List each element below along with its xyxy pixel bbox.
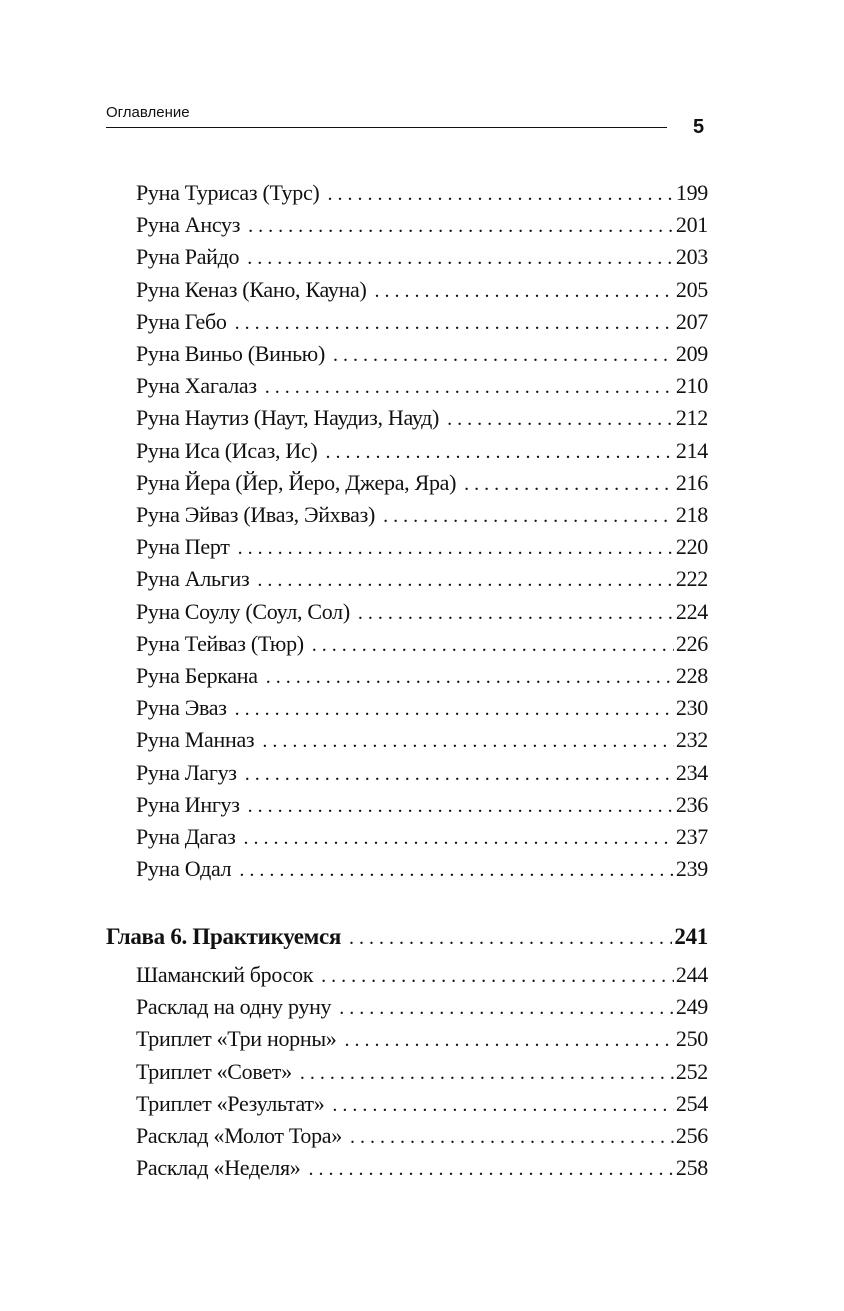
toc-entry-title: Руна Одал	[136, 856, 232, 881]
toc-entry-page: 258	[675, 1155, 708, 1180]
toc-entry-page: 252	[675, 1059, 708, 1084]
toc-entry-title: Руна Манназ	[136, 727, 255, 752]
toc-entry	[136, 532, 708, 562]
toc-entry-page: 222	[675, 566, 708, 591]
toc-entry-title: Руна Наутиз (Наут, Наудиз, Науд)	[136, 405, 440, 430]
toc-entry	[136, 661, 708, 691]
toc-dot-leader	[312, 630, 674, 660]
toc-entry-title: Руна Лагуз	[136, 760, 237, 785]
toc-entry-page: 199	[675, 180, 708, 205]
toc-dot-leader	[309, 1154, 674, 1184]
toc-dot-leader	[248, 211, 674, 241]
toc-dot-leader	[235, 694, 674, 724]
toc-entry	[136, 960, 708, 990]
toc-dot-leader	[266, 662, 674, 692]
toc-entry-title: Руна Кеназ (Кано, Кауна)	[136, 277, 367, 302]
toc-entry-title: Руна Эйваз (Иваз, Эйхваз)	[136, 502, 376, 527]
toc-entry-page: 254	[675, 1091, 708, 1116]
toc-dot-leader	[321, 961, 674, 991]
toc-entry-page: 207	[675, 309, 708, 334]
toc-entry-page: 209	[675, 341, 708, 366]
toc-dot-leader	[464, 469, 674, 499]
toc-entry-page: 249	[675, 994, 708, 1019]
toc-entry	[136, 468, 708, 498]
toc-entry-page: 237	[675, 824, 708, 849]
toc-entry-title: Руна Ингуз	[136, 792, 240, 817]
toc-entry-title: Расклад на одну руну	[136, 994, 332, 1019]
toc-entry	[136, 1121, 708, 1151]
toc-entry-page: 212	[675, 405, 708, 430]
toc-entry	[136, 1089, 708, 1119]
toc-dot-leader	[383, 501, 674, 531]
running-header-label: Оглавление	[106, 104, 190, 121]
toc-entry-title: Триплет «Результат»	[136, 1091, 325, 1116]
toc-chapter-entry	[106, 922, 708, 952]
toc-entry	[136, 992, 708, 1022]
toc-dot-leader	[245, 759, 674, 789]
toc-entry-page: 226	[675, 631, 708, 656]
toc-entry	[136, 758, 708, 788]
toc-dot-leader	[345, 1025, 674, 1055]
toc-entry	[136, 822, 708, 852]
toc-entry-page: 216	[675, 470, 708, 495]
toc-entry-title: Руна Иса (Исаз, Ис)	[136, 438, 318, 463]
toc-entry-title: Триплет «Совет»	[136, 1059, 292, 1084]
toc-entry-title: Руна Виньо (Винью)	[136, 341, 325, 366]
toc-entry	[136, 210, 708, 240]
toc-dot-leader	[358, 598, 674, 628]
toc-dot-leader	[244, 823, 674, 853]
toc-entry-page: 234	[675, 760, 708, 785]
toc-dot-leader	[447, 404, 674, 434]
toc-dot-leader	[262, 726, 674, 756]
toc-entry	[136, 436, 708, 466]
toc-entry	[136, 339, 708, 369]
toc-entry-page: 239	[675, 856, 708, 881]
toc-entry-title: Расклад «Молот Тора»	[136, 1123, 342, 1148]
toc-dot-leader	[375, 276, 674, 306]
toc-entry-page: 256	[675, 1123, 708, 1148]
toc-entry-title: Руна Гебо	[136, 309, 227, 334]
toc-entry	[136, 854, 708, 884]
toc-entry	[136, 629, 708, 659]
toc-entry-title: Руна Перт	[136, 534, 230, 559]
toc-entry-page: 232	[675, 727, 708, 752]
toc-entry-page: 230	[675, 695, 708, 720]
toc-dot-leader	[350, 1122, 674, 1152]
toc-entry-page: 250	[675, 1026, 708, 1051]
toc-entry-page: 218	[675, 502, 708, 527]
toc-entry-page: 244	[675, 962, 708, 987]
toc-entry-title: Руна Хагалаз	[136, 373, 257, 398]
toc-entry-title: Руна Райдо	[136, 244, 240, 269]
toc-entry-page: 203	[675, 244, 708, 269]
toc-entry-title: Триплет «Три норны»	[136, 1026, 337, 1051]
toc-entry	[136, 275, 708, 305]
toc-entry	[136, 500, 708, 530]
toc-entry-page: 236	[675, 792, 708, 817]
toc-entry-page: 205	[675, 277, 708, 302]
toc-entry	[136, 790, 708, 820]
toc-entry-title: Руна Дагаз	[136, 824, 236, 849]
toc-entry	[136, 1153, 708, 1183]
toc-dot-leader	[333, 340, 674, 370]
toc-entry-title: Руна Турисаз (Турс)	[136, 180, 320, 205]
toc-entry-title: Руна Эваз	[136, 695, 227, 720]
toc-entry-title: Руна Альгиз	[136, 566, 250, 591]
toc-entry-page: 228	[675, 663, 708, 688]
toc-entry-page: 201	[675, 212, 708, 237]
toc-entry	[136, 725, 708, 755]
toc-entry-title: Руна Йера (Йер, Йеро, Джера, Яра)	[136, 470, 457, 495]
page-number: 5	[693, 116, 705, 138]
toc-entry-page: 224	[675, 599, 708, 624]
toc-chapter-title: Глава 6. Практикуемся	[106, 924, 342, 949]
toc-dot-leader	[339, 993, 674, 1023]
toc-entry	[136, 597, 708, 627]
toc-entry-title: Руна Тейваз (Тюр)	[136, 631, 304, 656]
toc-entry	[136, 403, 708, 433]
toc-entry-title: Руна Соулу (Соул, Сол)	[136, 599, 350, 624]
toc-entry-page: 220	[675, 534, 708, 559]
toc-dot-leader	[239, 855, 674, 885]
toc-entry	[136, 178, 708, 208]
toc-entry	[136, 307, 708, 337]
toc-dot-leader	[247, 243, 674, 273]
toc-dot-leader	[300, 1058, 674, 1088]
toc-entry	[136, 564, 708, 594]
toc-dot-leader	[257, 565, 674, 595]
toc-entry-title: Расклад «Неделя»	[136, 1155, 301, 1180]
toc-dot-leader	[238, 533, 674, 563]
toc-entry-page: 214	[675, 438, 708, 463]
toc-entry	[136, 693, 708, 723]
toc-dot-leader	[265, 372, 674, 402]
toc-dot-leader	[325, 437, 673, 467]
toc-entry	[136, 1024, 708, 1054]
toc-chapter-page: 241	[674, 924, 708, 949]
toc-dot-leader	[349, 923, 672, 953]
toc-dot-leader	[327, 179, 673, 209]
header-rule	[106, 127, 667, 128]
toc-entry-title: Шаманский бросок	[136, 962, 314, 987]
toc-entry	[136, 371, 708, 401]
toc-entry	[136, 1057, 708, 1087]
toc-entry-title: Руна Беркана	[136, 663, 258, 688]
toc-dot-leader	[332, 1090, 673, 1120]
toc-dot-leader	[235, 308, 674, 338]
toc-dot-leader	[248, 791, 674, 821]
toc-entry	[136, 242, 708, 272]
toc-entry-page: 210	[675, 373, 708, 398]
toc-entry-title: Руна Ансуз	[136, 212, 241, 237]
